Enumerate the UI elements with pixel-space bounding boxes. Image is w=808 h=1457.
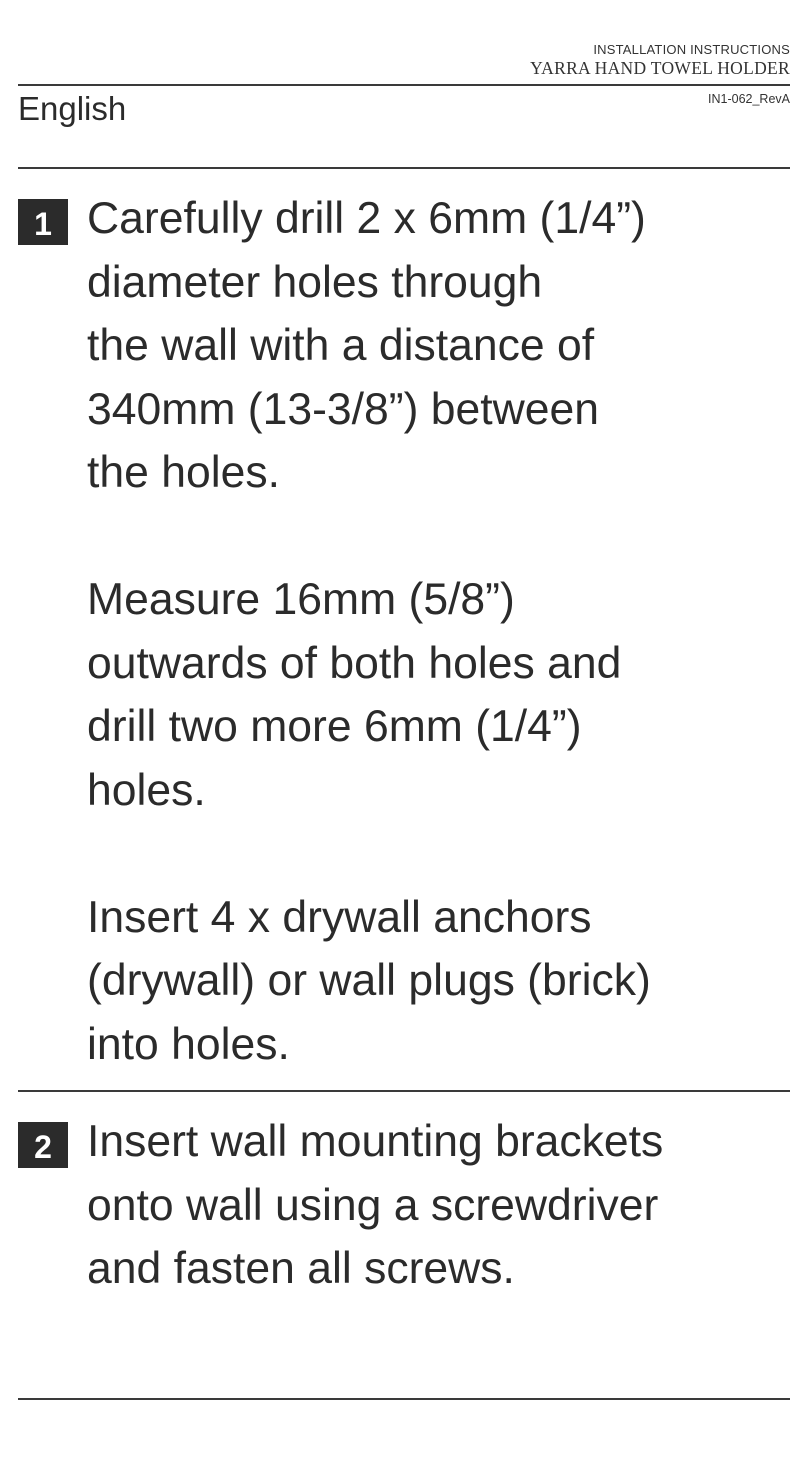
step-1-instructions	[87, 187, 787, 1076]
language-label: English	[18, 90, 127, 127]
step-1-paragraph-measure: Measure 16mm (5/8”) outwards of both holes and drill two more 6mm (1/4”) holes.	[87, 575, 622, 815]
section-divider	[18, 1398, 790, 1400]
document-type-label: INSTALLATION INSTRUCTIONS	[593, 42, 790, 57]
step-2-instructions	[87, 1110, 787, 1301]
step-1-paragraph-anchors: Insert 4 x drywall anchors (drywall) or wall plugs (brick) into holes.	[87, 892, 651, 1069]
step-number-badge: 1	[18, 199, 68, 245]
section-divider	[18, 1090, 790, 1092]
step-1-paragraph-drill: Carefully drill 2 x 6mm (1/4”) diameter holes through the wall with a distance of 340mm (13-3/8”) between the holes.	[87, 194, 646, 497]
step-number-badge: 2	[18, 1122, 68, 1168]
document-header	[530, 41, 790, 78]
header-divider	[18, 84, 790, 86]
product-title: YARRA HAND TOWEL HOLDER	[530, 58, 790, 78]
section-divider	[18, 167, 790, 169]
revision-code: IN1-062_RevA	[708, 92, 790, 106]
step-2-paragraph-brackets: Insert wall mounting brackets onto wall using a screwdriver and fasten all screws.	[87, 1117, 664, 1293]
